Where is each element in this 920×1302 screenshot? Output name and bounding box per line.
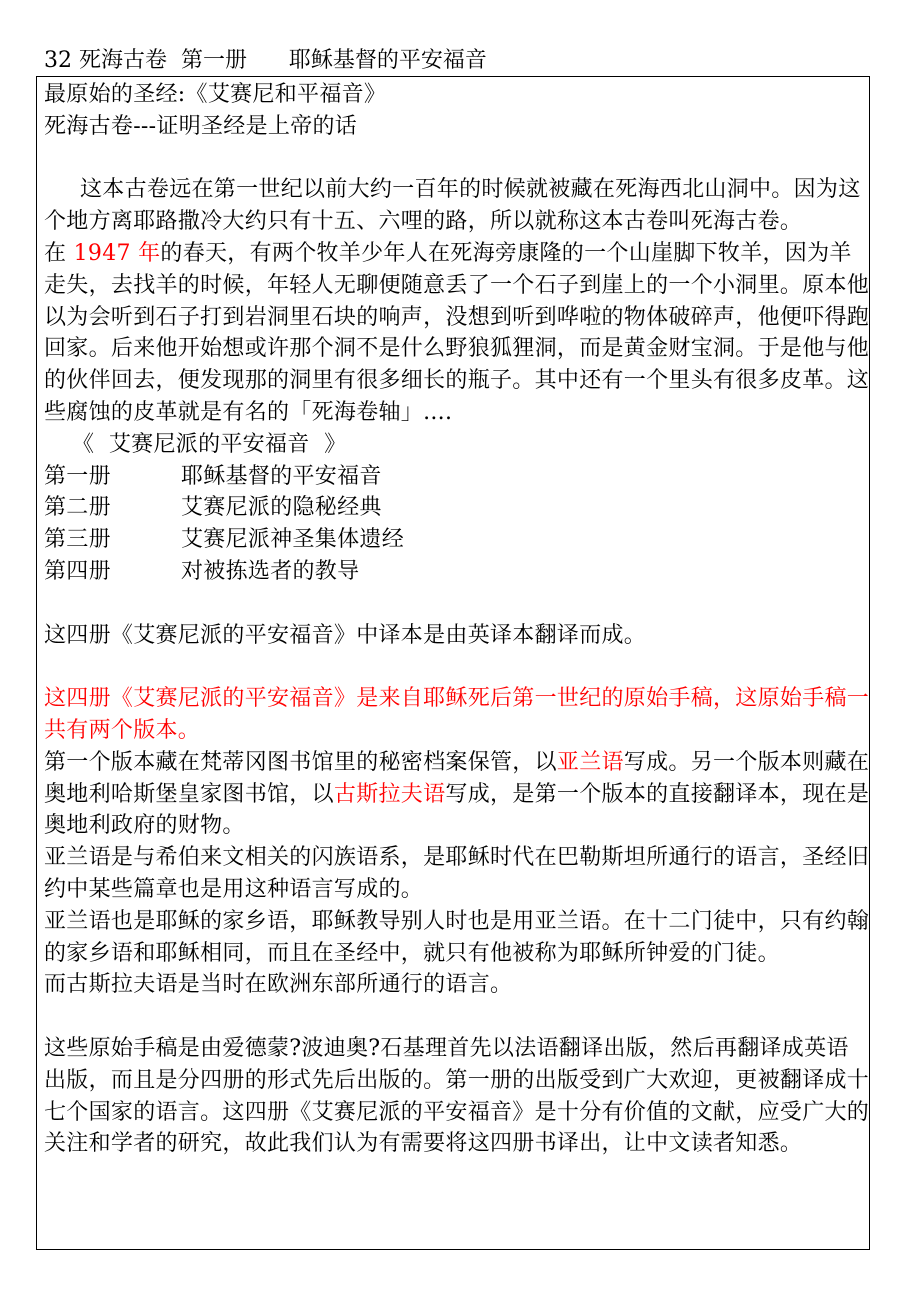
year-highlight: 1947 年 bbox=[73, 240, 161, 266]
toc-volume-title: 耶稣基督的平安福音 bbox=[181, 463, 382, 489]
blank-line bbox=[44, 143, 870, 175]
paragraph-aramaic-language: 亚兰语是与希伯来文相关的闪族语系，是耶稣时代在巴勒斯坦所通行的语言，圣经旧约中某些篇章也是用这种语言写成的。 bbox=[44, 845, 870, 902]
toc-volume-number: 第四册 bbox=[44, 558, 111, 584]
paragraph-discovery-location: 这本古卷远在第一世纪以前大约一百年的时候就被藏在死海西北山洞中。因为这个地方离耶路撒冷大约只有十五、六哩的路，所以就称这本古卷叫死海古卷。 bbox=[44, 177, 861, 235]
toc-volume-number: 第二册 bbox=[44, 495, 111, 521]
blank-line bbox=[44, 588, 870, 620]
translation-note: 这四册《艾赛尼派的平安福音》中译本是由英译本翻译而成。 bbox=[44, 622, 647, 648]
blank-line bbox=[44, 1001, 870, 1033]
toc-volume-title: 艾赛尼派神圣集体遗经 bbox=[181, 527, 405, 553]
toc-row bbox=[44, 492, 870, 524]
document-body bbox=[44, 79, 870, 1160]
paragraph-publication-history: 这些原始手稿是由爱德蒙?波迪奥?石基理首先以法语翻译出版，然后再翻译成英语出版，而且是分四册的形式先后出版的。第一册的出版受到广大欢迎，更被翻译成十七个国家的语言。这四册《艾赛尼派的平安福音》是十分有价值的文献，应受广大的关注和学者的研究，故此我们认为有需要将这四册书译出，让中文读者知悉。 bbox=[44, 1035, 870, 1157]
toc-volume-title: 对被拣选者的教导 bbox=[181, 558, 360, 584]
subtitle-line: 最原始的圣经:《艾赛尼和平福音》 bbox=[44, 82, 387, 107]
versions-text-2: 写成。另一个版本则藏在奥地利哈斯堡皇家图书馆，以 bbox=[44, 749, 870, 807]
subtitle-line-2: 死海古卷---证明圣经是上帝的话 bbox=[44, 113, 358, 139]
aramaic-highlight: 亚兰语 bbox=[556, 749, 624, 775]
story-prefix: 在 bbox=[44, 240, 74, 266]
paragraph-aramaic-jesus: 亚兰语也是耶稣的家乡语，耶稣教导别人时也是用亚兰语。在十二门徒中，只有约翰的家乡语和耶稣相同，而且在圣经中，就只有他被称为耶稣所钟爱的门徒。 bbox=[44, 908, 870, 966]
toc-row bbox=[44, 556, 870, 588]
toc-volume-title: 艾赛尼派的隐秘经典 bbox=[181, 495, 382, 521]
toc-volume-number: 第一册 bbox=[44, 463, 111, 489]
manuscript-origin-note: 这四册《艾赛尼派的平安福音》是来自耶稣死后第一世纪的原始手稿，这原始手稿一共有两个版本。 bbox=[44, 686, 870, 743]
story-text: 的春天，有两个牧羊少年人在死海旁康隆的一个山崖脚下牧羊，因为羊走失，去找羊的时候，年轻人无聊便随意丢了一个石子到崖上的一个小洞里。原本他以为会听到石子打到岩洞里石块的响声，没想到听到哗啦的物体破碎声，他便吓得跑回家。后来他开始想或许那个洞不是什么野狼狐狸洞，而是黄金财宝洞。于是他与他的伙伴回去，便发现那的洞里有很多细长的瓶子。其中还有一个里头有很多皮革。这些腐蚀的皮革就是有名的「死海卷轴」.... bbox=[44, 240, 870, 425]
versions-text-3: 写成，是第一个版本的直接翻译本，现在是奥地利政府的财物。 bbox=[44, 781, 870, 839]
old-slavonic-highlight: 古斯拉夫语 bbox=[333, 781, 446, 807]
blank-line bbox=[44, 651, 870, 683]
toc-heading: 《 艾赛尼派的平安福音 》 bbox=[72, 431, 347, 457]
page-header-title: 32 死海古卷 第一册 耶稣基督的平安福音 bbox=[44, 48, 487, 73]
paragraph-discovery-story bbox=[44, 238, 870, 429]
paragraph-versions bbox=[44, 747, 870, 842]
toc-row bbox=[44, 461, 870, 493]
versions-text-1: 第一个版本藏在梵蒂冈图书馆里的秘密档案保管，以 bbox=[44, 749, 557, 775]
toc-volume-number: 第三册 bbox=[44, 527, 111, 553]
paragraph-slavonic: 而古斯拉夫语是当时在欧洲东部所通行的语言。 bbox=[44, 972, 513, 998]
toc-row bbox=[44, 524, 870, 556]
